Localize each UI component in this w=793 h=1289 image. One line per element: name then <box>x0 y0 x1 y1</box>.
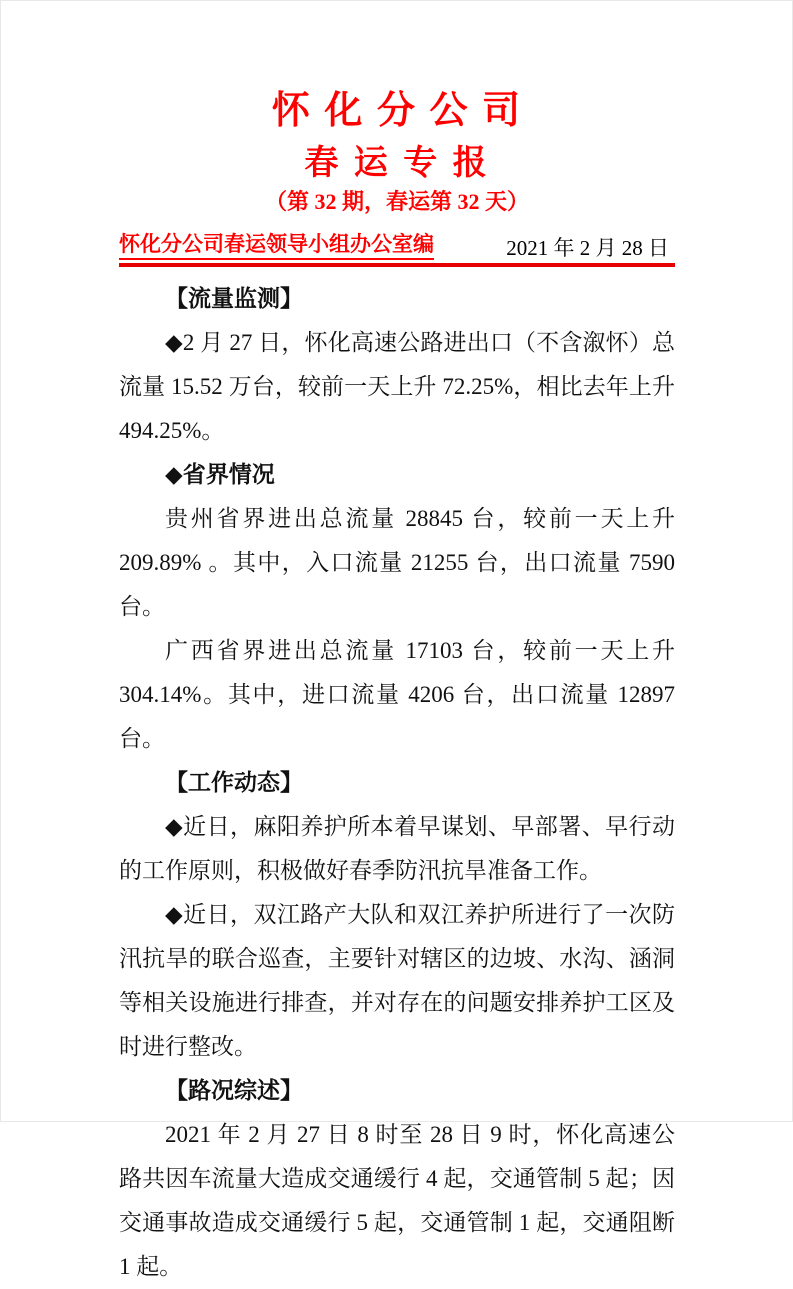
issue-number-line: （第 32 期，春运第 32 天） <box>264 189 529 215</box>
paragraph-guangxi-border: 广西省界进出总流量 17103 台，较前一天上升 304.14%。其中，进口流量 4206 台，出口流量 12897 台。 <box>119 638 675 752</box>
report-title: 春 运 专 报 <box>304 143 490 182</box>
company-title: 怀 化 分 公 司 <box>271 90 523 132</box>
paragraph-road-condition-summary: 2021 年 2 月 27 日 8 时至 28 日 9 时，怀化高速公路共因车流量大造成交通缓行 4 起，交通管制 5 起；因交通事故造成交通缓行 5 起，交通管制 1 起，交通阻断 1 起。 <box>119 1122 675 1280</box>
section-heading-road-conditions: 【路况综述】 <box>165 1078 303 1104</box>
paragraph-mayang-maintenance: ◆近日，麻阳养护所本着早谋划、早部署、早行动的工作原则，积极做好春季防汛抗旱准备工作。 <box>119 814 675 884</box>
editor-label: 怀化分公司春运领导小组办公室编 <box>119 233 434 260</box>
paragraph-guizhou-border: 贵州省界进出总流量 28845 台，较前一天上升 209.89% 。其中，入口流量 21255 台，出口流量 7590 台。 <box>119 506 675 620</box>
section-heading-work-updates: 【工作动态】 <box>165 770 303 796</box>
report-body <box>119 277 675 1289</box>
editor-row <box>119 233 675 260</box>
publish-date: 2021 年 2 月 28 日 <box>506 235 669 260</box>
red-divider <box>119 263 675 267</box>
paragraph-total-flow: ◆2 月 27 日，怀化高速公路进出口（不含溆怀）总流量 15.52 万台，较前一天上升 72.25%，相比去年上升 494.25%。 <box>119 330 675 444</box>
document-content <box>119 89 675 1289</box>
paragraph-shuangjiang-inspection: ◆近日，双江路产大队和双江养护所进行了一次防汛抗旱的联合巡查，主要针对辖区的边坡、水沟、涵洞等相关设施进行排查，并对存在的问题安排养护工区及时进行整改。 <box>119 902 675 1060</box>
section-heading-traffic-monitoring: 【流量监测】 <box>165 286 303 312</box>
subsection-heading-province-border: ◆省界情况 <box>165 462 275 488</box>
